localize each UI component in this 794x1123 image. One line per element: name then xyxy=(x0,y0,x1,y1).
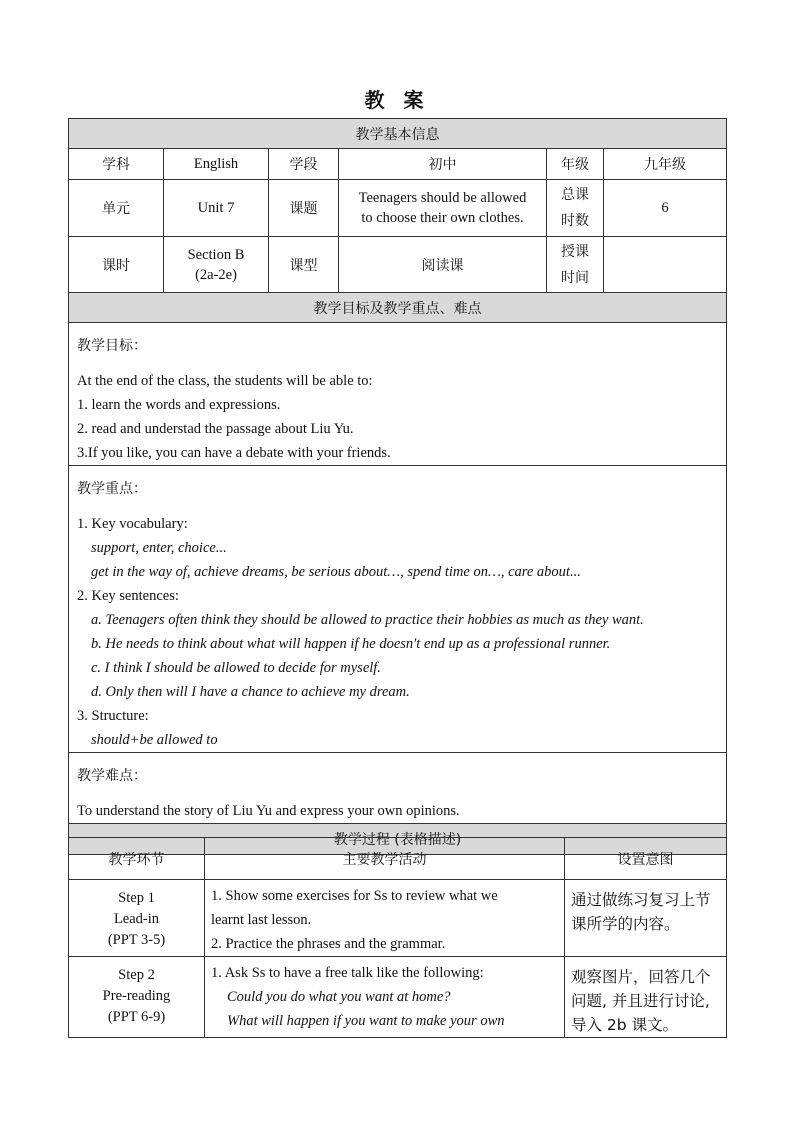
total-hours-value: 6 xyxy=(604,180,727,237)
activity-line: 1. Show some exercises for Ss to review what we xyxy=(211,888,498,904)
period-value xyxy=(164,237,269,293)
subject-value: English xyxy=(164,149,269,180)
teach-time-value xyxy=(604,237,727,293)
activity-line: What will happen if you want to make your own xyxy=(227,1013,505,1029)
activity-line: 1. Ask Ss to have a free talk like the following: xyxy=(211,965,484,981)
activity-line: learnt last lesson. xyxy=(211,912,312,928)
process-col-activity: 主要教学活动 xyxy=(205,838,565,880)
table-row xyxy=(69,957,727,1038)
grade-value: 九年级 xyxy=(604,149,727,180)
key-points-line: support, enter, choice... xyxy=(91,540,227,556)
teach-time-label xyxy=(547,237,604,293)
key-points-line: should+be allowed to xyxy=(91,732,218,748)
page-title: 教 案 xyxy=(364,88,430,112)
process-col-intent: 设置意图 xyxy=(565,838,727,880)
basic-info-header: 教学基本信息 xyxy=(69,119,727,149)
objectives-heading: 教学目标： xyxy=(77,338,147,354)
step-name: Lead-in xyxy=(113,911,160,927)
activity-line: Could you do what you want at home? xyxy=(227,989,451,1005)
total-hours-label-1: 总课 xyxy=(561,187,589,203)
intent-cell: 观察图片，回答几个问题, 并且进行讨论,导入 2b 课文。 xyxy=(565,957,727,1038)
topic-line-2: to choose their own clothes. xyxy=(361,210,524,226)
type-value: 阅读课 xyxy=(339,237,547,293)
process-col-step: 教学环节 xyxy=(69,838,205,880)
key-points-section xyxy=(69,466,727,753)
step-number: Step 1 xyxy=(118,890,155,906)
objectives-section xyxy=(69,323,727,466)
objective-line: 2. read and understad the passage about Liu Yu. xyxy=(77,421,354,437)
step-slides: (PPT 3-5) xyxy=(107,932,166,948)
period-line-1: Section B xyxy=(187,246,245,263)
activity-line: 2. Practice the phrases and the grammar. xyxy=(211,936,446,952)
grade-label: 年级 xyxy=(547,149,604,180)
key-points-line: a. Teenagers often think they should be allowed to practice their hobbies as much as they want. xyxy=(91,612,644,628)
topic-label: 课题 xyxy=(269,180,339,237)
period-line-2: (2a-2e) xyxy=(195,266,237,283)
difficulties-section xyxy=(69,753,727,824)
objectives-header: 教学目标及教学重点、难点 xyxy=(69,293,727,323)
key-points-heading: 教学重点： xyxy=(77,481,147,497)
table-row xyxy=(69,880,727,957)
step-slides: (PPT 6-9) xyxy=(107,1009,166,1025)
objective-line: 3.If you like, you can have a debate with your friends. xyxy=(77,445,391,461)
basic-info-table xyxy=(68,118,727,855)
period-label: 课时 xyxy=(69,237,164,293)
process-table xyxy=(68,837,727,1038)
total-hours-label-2: 时数 xyxy=(561,213,589,229)
step-cell xyxy=(69,880,205,957)
subject-label: 学科 xyxy=(69,149,164,180)
key-points-line: get in the way of, achieve dreams, be serious about…, spend time on…, care about... xyxy=(91,564,581,580)
key-points-line: 1. Key vocabulary: xyxy=(77,516,188,532)
topic-value xyxy=(339,180,547,237)
stage-value: 初中 xyxy=(339,149,547,180)
intent-cell: 通过做练习复习上节课所学的内容。 xyxy=(565,880,727,957)
difficulties-line: To understand the story of Liu Yu and express your own opinions. xyxy=(77,803,460,819)
key-points-line: d. Only then will I have a chance to achieve my dream. xyxy=(91,684,410,700)
key-points-line: b. He needs to think about what will happen if he doesn't end up as a professional runner. xyxy=(91,636,611,652)
activity-cell xyxy=(205,957,565,1038)
difficulties-heading: 教学难点： xyxy=(77,768,147,784)
key-points-line: c. I think I should be allowed to decide for myself. xyxy=(91,660,381,676)
key-points-line: 2. Key sentences: xyxy=(77,588,179,604)
process-header: 教学过程 (表格描述) xyxy=(69,824,727,855)
total-hours-label xyxy=(547,180,604,237)
stage-label: 学段 xyxy=(269,149,339,180)
objective-line: 1. learn the words and expressions. xyxy=(77,397,281,413)
step-name: Pre-reading xyxy=(102,988,171,1004)
topic-line-1: Teenagers should be allowed xyxy=(358,190,527,206)
type-label: 课型 xyxy=(269,237,339,293)
teach-time-label-2: 时间 xyxy=(561,269,589,286)
unit-label: 单元 xyxy=(69,180,164,237)
activity-cell xyxy=(205,880,565,957)
step-cell xyxy=(69,957,205,1038)
teach-time-label-1: 授课 xyxy=(561,243,589,260)
key-points-line: 3. Structure: xyxy=(77,708,149,724)
objective-line: At the end of the class, the students will be able to: xyxy=(77,373,373,389)
step-number: Step 2 xyxy=(118,967,155,983)
unit-value: Unit 7 xyxy=(164,180,269,237)
